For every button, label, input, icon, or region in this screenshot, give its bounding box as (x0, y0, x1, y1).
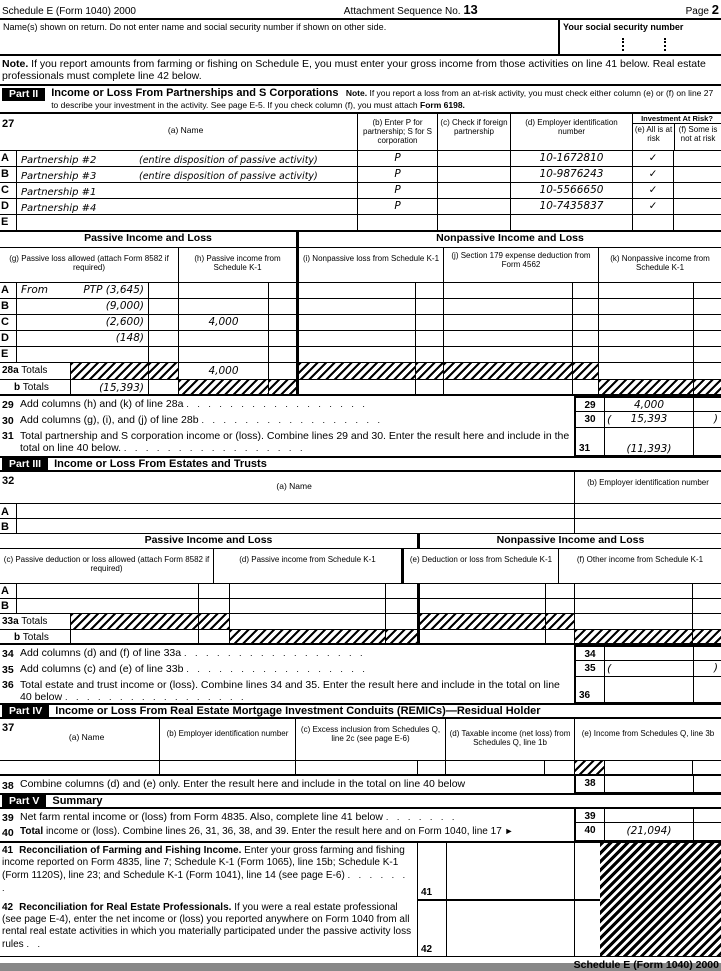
g-cents[interactable] (148, 283, 178, 298)
line-29-cents[interactable] (693, 396, 721, 412)
k-cell[interactable] (598, 347, 693, 362)
name-cell[interactable]: Partnership #4 (16, 199, 357, 214)
d-cell[interactable] (229, 599, 385, 613)
h-cents[interactable] (268, 363, 296, 379)
j-cents[interactable] (572, 315, 598, 330)
pil-row: D (148) (0, 330, 721, 346)
hatch (178, 380, 268, 394)
k-cents[interactable] (693, 315, 721, 330)
line-34-no-box: 34 (574, 645, 604, 661)
type-cell[interactable]: P (357, 183, 437, 198)
arrow-icon: ► (504, 826, 514, 836)
part4-bar (0, 703, 721, 717)
hatch (574, 630, 692, 643)
ssn-separator (664, 38, 666, 51)
k-cents[interactable] (693, 283, 721, 298)
partnership-table (0, 112, 721, 232)
col-k-header: (k) Nonpassive income from Schedule K-1 (598, 248, 721, 282)
estates-table (0, 470, 721, 533)
line-35-no-box: 35 (574, 661, 604, 677)
taxable-income-cell[interactable] (445, 761, 544, 774)
not-at-risk-checkbox[interactable] (673, 215, 721, 230)
at-risk-checkbox[interactable]: ✓ (632, 151, 673, 166)
pil-row: B (9,000) (0, 298, 721, 314)
col-a-header: (a) Name (276, 481, 312, 491)
col-h-header: (h) Passive income from Schedule K-1 (178, 248, 296, 282)
ein-cell[interactable] (574, 519, 721, 533)
col-d-header: (d) Taxable income (net loss) from Schedules Q, line 1b (445, 719, 574, 760)
col-b-header: (b) Employer identification number (159, 719, 295, 760)
e-cents[interactable] (692, 761, 721, 774)
i-cell[interactable] (296, 315, 415, 330)
line-38: 38 Combine columns (d) and (e) only. Enter the result here and include in the total on line 40 below 38 (0, 776, 721, 793)
c-cents[interactable] (198, 584, 229, 598)
line-42-no-box: 42 (421, 944, 433, 955)
page-number: Page 2 (685, 2, 719, 17)
h-cell[interactable] (178, 299, 268, 314)
i-cents[interactable] (415, 380, 443, 394)
totals-33a-d[interactable] (229, 614, 385, 629)
name-cell[interactable]: Partnership #3 (entire disposition of passive activity) (16, 167, 357, 182)
form-footer: Schedule E (Form 1040) 2000 (0, 956, 721, 971)
line-41-amount[interactable] (446, 843, 574, 899)
ein-cell[interactable] (159, 761, 295, 774)
line-42-text: 42 Reconciliation for Real Estate Professionals. If you were a real estate professional (see page E-4), enter the net income or (loss) you reported anywhere on Form 1040 from all rental real estate activities in which you materially participated under the passive activity loss rules . . (2, 902, 412, 950)
part3-summary-lines (0, 645, 721, 703)
name-ssn-row (0, 18, 721, 56)
col-c-header: (c) Check if foreign partnership (437, 114, 510, 150)
j-cents[interactable] (572, 331, 598, 346)
totals-33a-f[interactable] (574, 614, 692, 629)
e-cell[interactable] (417, 599, 545, 613)
at-risk-checkbox[interactable]: ✓ (632, 199, 673, 214)
col-e-header: (e) Deduction or loss from Schedule K-1 (401, 549, 558, 583)
hatch (574, 761, 604, 774)
j-cents[interactable] (572, 380, 598, 394)
h-cents[interactable] (268, 347, 296, 362)
i-cents[interactable] (415, 315, 443, 330)
h-cents[interactable] (268, 283, 296, 298)
attachment-number: 13 (463, 2, 478, 17)
reconciliation-boxes (417, 843, 600, 956)
hatch (70, 363, 148, 379)
ssn-field[interactable] (558, 20, 721, 54)
k-cents[interactable] (693, 363, 721, 379)
hatch (268, 380, 296, 394)
name-cell[interactable] (0, 761, 159, 774)
part2-summary-lines (0, 396, 721, 456)
form-title: Schedule E (Form 1040) 2000 (2, 6, 136, 17)
line-40-cents[interactable] (693, 823, 721, 841)
part5-label: Part V (2, 795, 46, 808)
k-cell[interactable] (598, 283, 693, 298)
table-row: A (0, 503, 721, 518)
table-row: D Partnership #4 P 10-7435837 ✓ (0, 198, 721, 214)
line-35-amount[interactable]: ( (604, 661, 693, 677)
k-cents[interactable] (693, 347, 721, 362)
c-cents[interactable] (198, 630, 229, 643)
col-g-header: (g) Passive loss allowed (attach Form 8582 if required) (9, 254, 169, 272)
line-40-amount[interactable]: (21,094) (604, 823, 693, 841)
ein-cell[interactable] (574, 504, 721, 518)
line-31-no-box: 31 (574, 428, 604, 456)
k-cell[interactable] (598, 315, 693, 330)
hatch (70, 614, 198, 629)
hatch (443, 363, 572, 379)
at-risk-checkbox[interactable]: ✓ (632, 183, 673, 198)
pil-row: C (2,600) 4,000 (0, 314, 721, 330)
pil-row: E (0, 346, 721, 362)
line-41-cents[interactable] (574, 843, 600, 899)
line-40: 40 Total income or (loss). Combine lines 26, 31, 36, 38, and 39. Enter the result here and on Form 1040, line 17 ► 40 (21,094) (0, 823, 721, 841)
table-row: A Partnership #2 (entire disposition of passive activity) P 10-1672810 ✓ (0, 150, 721, 166)
name-cell[interactable] (16, 504, 574, 518)
totals-28b-g[interactable]: (15,393) (70, 380, 148, 394)
line-31-amount[interactable]: (11,393) (604, 428, 693, 456)
col-b-header: (b) Enter P for partnership; S for S corporation (357, 114, 437, 150)
type-cell[interactable]: P (357, 151, 437, 166)
line-34: 34 Add columns (d) and (f) of line 33a . . . . . . . . . . . . . . . . . 34 (0, 645, 721, 661)
k-cell[interactable] (598, 331, 693, 346)
col-a-header: 27 (a) Name (2, 118, 204, 135)
f-cents[interactable] (692, 599, 721, 613)
foreign-cell[interactable] (437, 199, 510, 214)
totals-33a-row: 33a Totals (0, 613, 721, 629)
foreign-cell[interactable] (437, 151, 510, 166)
g-cents[interactable] (148, 331, 178, 346)
hatch (415, 363, 443, 379)
income-cell[interactable] (604, 761, 692, 774)
pil-column-header (0, 247, 721, 282)
part2-label: Part II (2, 88, 45, 101)
part2-bar: Part II Income or Loss From Partnerships and S Corporations Note. If you report a loss from an at-risk activity, you must check either column (e) or (f) on line 27 to describe your investment in the activity. See page E-5. If you check column (f), you must attach Form 6198. (0, 84, 721, 112)
name-cell[interactable] (16, 215, 357, 230)
d-cents[interactable] (385, 599, 417, 613)
risk-header: Investment At Risk? (e) All is at risk (f) Some is not at risk (632, 114, 721, 150)
table32-header: 32 (a) Name (b) Employer identification number (0, 472, 721, 503)
not-at-risk-checkbox[interactable] (673, 199, 721, 214)
g-cents[interactable] (148, 315, 178, 330)
not-at-risk-checkbox[interactable] (673, 151, 721, 166)
line-41-text: 41 Reconciliation of Farming and Fishing Income. Enter your gross farming and fishing income reported on Form 4835, line 7; Schedule K-1 (Form 1065), line 15b; Schedule K-1 (Form 1120S), line 23; and Schedule K-1 (Form 1041), line 14 (see page E-6) . . . . . . . (2, 845, 409, 893)
j-cell[interactable] (443, 299, 572, 314)
col-b-header: (b) Employer identification number (574, 472, 721, 503)
i-cell[interactable] (296, 331, 415, 346)
line-30: 30 Add columns (g), (i), and (j) of line 28b . . . . . . . . . . . . . . . . . 30 ( 15,393 ) (0, 412, 721, 428)
totals-33b-e[interactable] (417, 630, 545, 643)
foreign-cell[interactable] (437, 215, 510, 230)
j-cents[interactable] (572, 347, 598, 362)
h-cents[interactable] (268, 315, 296, 330)
k-cents[interactable] (693, 299, 721, 314)
pil-row: A From PTP (3,645) (0, 282, 721, 298)
totals-28b-row: b Totals (15,393) (0, 379, 721, 396)
page-header (0, 0, 721, 18)
h-cell[interactable] (178, 347, 268, 362)
remic-table (0, 717, 721, 776)
ein-cell[interactable]: 10-9876243 (510, 167, 632, 182)
hatch (598, 380, 693, 394)
line-35-cents[interactable]: ) (693, 661, 721, 677)
d-cents[interactable] (385, 584, 417, 598)
foreign-cell[interactable] (437, 183, 510, 198)
excess-inclusion-cell[interactable] (295, 761, 417, 774)
g-cell[interactable]: From PTP (3,645) (16, 283, 148, 298)
i-cell[interactable] (296, 299, 415, 314)
line-36-no-box: 36 (574, 677, 604, 703)
name-cell[interactable] (16, 519, 574, 533)
part4-title: Income or Loss From Real Estate Mortgage Investment Conduits (REMICs)—Residual Holder (55, 704, 541, 717)
pil-row: B (0, 598, 721, 613)
col-i-header: (i) Nonpassive loss from Schedule K-1 (296, 248, 443, 282)
part5-title: Summary (52, 794, 103, 807)
table27-header (0, 114, 721, 150)
part2-title: Income or Loss From Partnerships and S Corporations (51, 87, 339, 99)
h-cents[interactable] (268, 331, 296, 346)
type-cell[interactable]: P (357, 199, 437, 214)
j-cell[interactable] (443, 315, 572, 330)
i-cents[interactable] (415, 283, 443, 298)
hatch (417, 614, 545, 629)
hatch (545, 614, 574, 629)
g-cents[interactable] (148, 380, 178, 394)
hatch (229, 630, 385, 643)
d-cell[interactable] (229, 584, 385, 598)
line-38-no-box: 38 (574, 776, 604, 793)
part4-label: Part IV (2, 705, 49, 718)
table-row: B Partnership #3 (entire disposition of passive activity) P 10-9876243 ✓ (0, 166, 721, 182)
f-cents[interactable] (692, 614, 721, 629)
g-cents[interactable] (148, 347, 178, 362)
col-e-header: (e) All is at risk (634, 125, 673, 143)
col-f-header: (f) Other income from Schedule K-1 (558, 549, 721, 583)
part2-income-table (0, 232, 721, 396)
table37-header: 37 (a) Name (b) Employer identification number (c) Excess inclusion from Schedules Q, line 2c (see page E-6) (d) Taxable income (net loss) from Schedules Q, line 1b (e) Income from Schedules Q, line 3b (0, 719, 721, 760)
e-cell[interactable] (417, 584, 545, 598)
totals-28b-i[interactable] (296, 380, 415, 394)
i-cents[interactable] (415, 347, 443, 362)
line-29: 29 Add columns (h) and (k) of line 28a . . . . . . . . . . . . . . . . . 29 4,000 (0, 396, 721, 412)
line-29-no-box: 29 (574, 396, 604, 412)
line-36: 36 Total estate and trust income or (loss). Combine lines 34 and 35. Enter the result here and include in the total on line 40 below . . . . . . . . . . . . . . . . . 36 (0, 677, 721, 703)
d-cents[interactable] (544, 761, 574, 774)
ssn-label: Your social security number (563, 22, 684, 32)
i-cents[interactable] (415, 299, 443, 314)
at-risk-checkbox[interactable]: ✓ (632, 167, 673, 182)
col-f-header: (f) Some is not at risk (674, 124, 721, 150)
c-cents[interactable] (417, 761, 445, 774)
hatch (572, 363, 598, 379)
col-d-header: (d) Employer identification number (510, 114, 632, 150)
name-cell[interactable]: Partnership #1 (16, 183, 357, 198)
g-cell[interactable]: (148) (16, 331, 148, 346)
totals-28a-row: 28a Totals 4,000 (0, 362, 721, 379)
col-j-header: (j) Section 179 expense deduction from Form 4562 (443, 248, 598, 282)
line-29-amount[interactable]: 4,000 (604, 396, 693, 412)
k-cell[interactable] (598, 299, 693, 314)
table-row: B (0, 518, 721, 533)
g-cell[interactable] (16, 347, 148, 362)
foreign-cell[interactable] (437, 167, 510, 182)
d-cents[interactable] (385, 614, 417, 629)
totals-28a-h[interactable]: 4,000 (178, 363, 268, 379)
f-cents[interactable] (692, 584, 721, 598)
line-42-cents[interactable] (574, 901, 600, 957)
line-42-amount[interactable] (446, 901, 574, 957)
hatch (296, 363, 415, 379)
totals-33b-c[interactable] (70, 630, 198, 643)
hatch (692, 630, 721, 643)
i-cell[interactable] (296, 283, 415, 298)
hatch (385, 630, 417, 643)
col-d-header: (d) Passive income from Schedule K-1 (213, 549, 401, 583)
ein-cell[interactable]: 10-7435837 (510, 199, 632, 214)
j-cell[interactable] (443, 347, 572, 362)
line-40-no-box: 40 (574, 823, 604, 841)
pil-row: A (0, 583, 721, 598)
i-cents[interactable] (415, 331, 443, 346)
line-41-no-box: 41 (421, 886, 433, 898)
h-cents[interactable] (268, 299, 296, 314)
totals-28b-j[interactable] (443, 380, 572, 394)
line-38-amount[interactable] (604, 776, 693, 793)
part5-bar (0, 793, 721, 807)
line-34-cents[interactable] (693, 645, 721, 661)
line-39-amount[interactable] (604, 809, 693, 823)
ein-cell[interactable]: 10-5566650 (510, 183, 632, 198)
j-cents[interactable] (572, 299, 598, 314)
attachment-sequence: Attachment Sequence No. 13 (343, 2, 478, 17)
col-c-header: (c) Passive deduction or loss allowed (attach Form 8582 if required) (3, 555, 210, 573)
line-39-cents[interactable] (693, 809, 721, 823)
part3-income-table (0, 533, 721, 645)
col-e-header: (e) Income from Schedules Q, line 3b (574, 719, 721, 760)
e-cents[interactable] (545, 630, 574, 643)
line-30-no-box: 30 (574, 412, 604, 428)
line-42-box-row (418, 899, 600, 957)
line-31-cents[interactable] (693, 428, 721, 456)
pil-group-header: Passive Income and Loss Nonpassive Income and Loss (0, 232, 721, 247)
g-cents[interactable] (148, 299, 178, 314)
g-cell[interactable]: (9,000) (16, 299, 148, 314)
type-cell[interactable]: P (357, 167, 437, 182)
c-cell[interactable] (16, 599, 198, 613)
not-at-risk-checkbox[interactable] (673, 183, 721, 198)
k-cents[interactable] (693, 331, 721, 346)
g-cell[interactable]: (2,600) (16, 315, 148, 330)
part3-bar (0, 456, 721, 470)
name-field[interactable]: Name(s) shown on return. Do not enter name and social security number if shown on other side. (3, 22, 387, 32)
line-39-no-box: 39 (574, 809, 604, 823)
line-30-amount[interactable]: ( 15,393 (604, 412, 693, 428)
pil-group-header: Passive Income and Loss Nonpassive Income and Loss (0, 533, 721, 548)
hatch (198, 614, 229, 629)
name-cell[interactable]: Partnership #2 (entire disposition of passive activity) (16, 151, 357, 166)
line-39: 39 Net farm rental income or (loss) from Form 4835. Also, complete line 41 below . . . . . . . 39 (0, 807, 721, 823)
j-cell[interactable] (443, 283, 572, 298)
hatch (693, 380, 721, 394)
f-cell[interactable] (574, 599, 692, 613)
c-cents[interactable] (198, 599, 229, 613)
e-cents[interactable] (545, 599, 574, 613)
col-a-header: (a) Name (68, 732, 105, 742)
line-36-cents[interactable] (693, 677, 721, 703)
line-38-cents[interactable] (693, 776, 721, 793)
part3-label: Part III (2, 458, 48, 471)
ssn-separator (622, 38, 624, 51)
reconciliation-descriptions (0, 843, 417, 956)
totals-33b-row: b Totals (0, 629, 721, 645)
hatch (600, 843, 721, 956)
pil-column-header (0, 548, 721, 583)
c-cell[interactable] (16, 584, 198, 598)
not-at-risk-checkbox[interactable] (673, 167, 721, 182)
col-c-header: (c) Excess inclusion from Schedules Q, line 2c (see page E-6) (295, 719, 445, 760)
totals-28a-k[interactable] (598, 363, 693, 379)
table-row (0, 760, 721, 776)
e-cents[interactable] (545, 584, 574, 598)
h-cell[interactable] (178, 331, 268, 346)
part3-title: Income or Loss From Estates and Trusts (54, 457, 267, 470)
j-cell[interactable] (443, 331, 572, 346)
ein-cell[interactable]: 10-1672810 (510, 151, 632, 166)
type-cell[interactable] (357, 215, 437, 230)
page-note: Note. If you report amounts from farming or fishing on Schedule E, you must enter your gross income from those activities on line 41 below. Real estate professionals must complete line 42 below. (2, 58, 706, 82)
ein-cell[interactable] (510, 215, 632, 230)
line-36-amount[interactable] (604, 677, 693, 703)
line-35: 35 Add columns (c) and (e) of line 33b . . . . . . . . . . . . . . . . . 35 ( ) (0, 661, 721, 677)
table-row: C Partnership #1 P 10-5566650 ✓ (0, 182, 721, 198)
table-row: E (0, 214, 721, 230)
f-cell[interactable] (574, 584, 692, 598)
line-41-box-row (418, 843, 600, 899)
at-risk-checkbox[interactable] (632, 215, 673, 230)
h-cell[interactable]: 4,000 (178, 315, 268, 330)
hatch (148, 363, 178, 379)
i-cell[interactable] (296, 347, 415, 362)
line-30-cents[interactable]: ) (693, 412, 721, 428)
line-34-amount[interactable] (604, 645, 693, 661)
j-cents[interactable] (572, 283, 598, 298)
h-cell[interactable] (178, 283, 268, 298)
line-31: 31 Total partnership and S corporation income or (loss). Combine lines 29 and 30. Enter the result here and include in the total on line 40 below. . . . . . . . . . . . . . . . . . 31 (11,393) (0, 428, 721, 456)
reconciliation-block (0, 841, 721, 956)
